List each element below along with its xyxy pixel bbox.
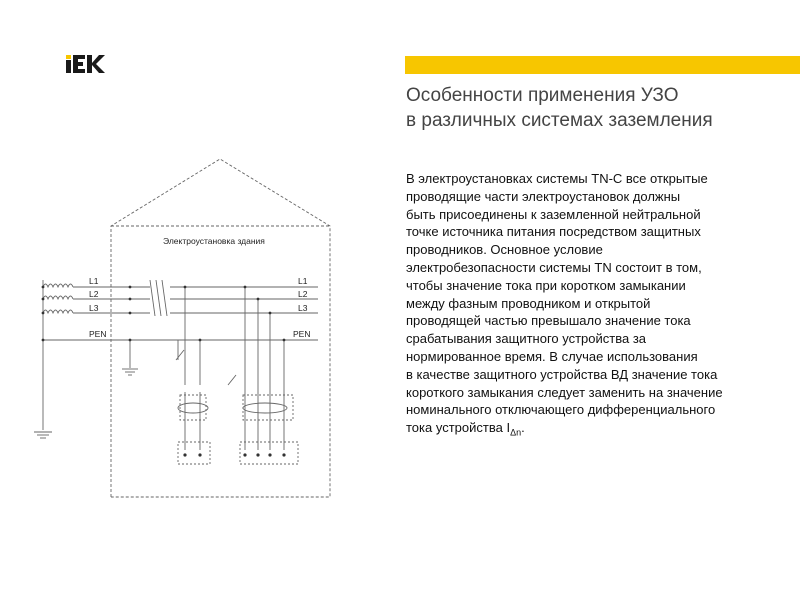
- body-last-sub: Δn: [510, 427, 522, 438]
- body-last-suffix: .: [521, 420, 525, 436]
- body-line: В электроустановках системы TN-C все открытые: [406, 171, 708, 186]
- title-line-1: Особенности применения УЗО: [406, 85, 679, 106]
- body-line: чтобы значение тока при коротком замыкании: [406, 277, 686, 293]
- body-line: проводящей частью превышало значение тока: [406, 313, 691, 329]
- body-line: проводящие части электроустановок должны: [406, 188, 681, 204]
- logo-dot-icon: [66, 55, 71, 59]
- right-label-l3: L3: [298, 303, 308, 313]
- body-line: номинального отключающего дифференциального: [406, 402, 716, 418]
- body-line: точке источника питания посредством защитных: [406, 224, 701, 240]
- right-label-pen: PEN: [293, 329, 311, 339]
- body-line: в качестве защитного устройства ВД значение тока: [406, 366, 718, 382]
- body-line: электробезопасности системы TN состоит в том,: [406, 259, 702, 275]
- body-line: между фазным проводником и открытой: [406, 295, 651, 311]
- body-line: нормированное время. В случае использования: [406, 348, 698, 364]
- left-label-l2: L2: [89, 289, 99, 299]
- slide-title: [406, 83, 796, 133]
- body-line: короткого замыкания следует заменить на значение: [406, 384, 723, 400]
- left-label-l3: L3: [89, 303, 99, 313]
- right-label-l1: L1: [298, 276, 308, 286]
- title-line-2: в различных системах заземления: [406, 110, 713, 131]
- body-paragraph: [406, 170, 798, 443]
- coil-l1: [43, 284, 73, 287]
- left-label-l1: L1: [89, 276, 99, 286]
- left-label-pen: PEN: [89, 329, 107, 339]
- coil-l3: [43, 310, 73, 313]
- body-line: срабатывания защитного устройства за: [406, 331, 647, 347]
- body-line: проводников. Основное условие: [406, 242, 603, 258]
- building-label: Электроустановка здания: [163, 236, 265, 246]
- node-dots: [42, 286, 286, 457]
- right-label-l2: L2: [298, 289, 308, 299]
- body-last-line: [406, 419, 798, 442]
- coil-l2: [43, 296, 73, 299]
- accent-bar: [405, 56, 800, 74]
- iek-logo: [63, 53, 108, 75]
- body-last-prefix: тока устройства I: [406, 420, 511, 436]
- building-outline: [111, 159, 330, 497]
- body-line: быть присоединены к заземленной нейтральной: [406, 206, 701, 222]
